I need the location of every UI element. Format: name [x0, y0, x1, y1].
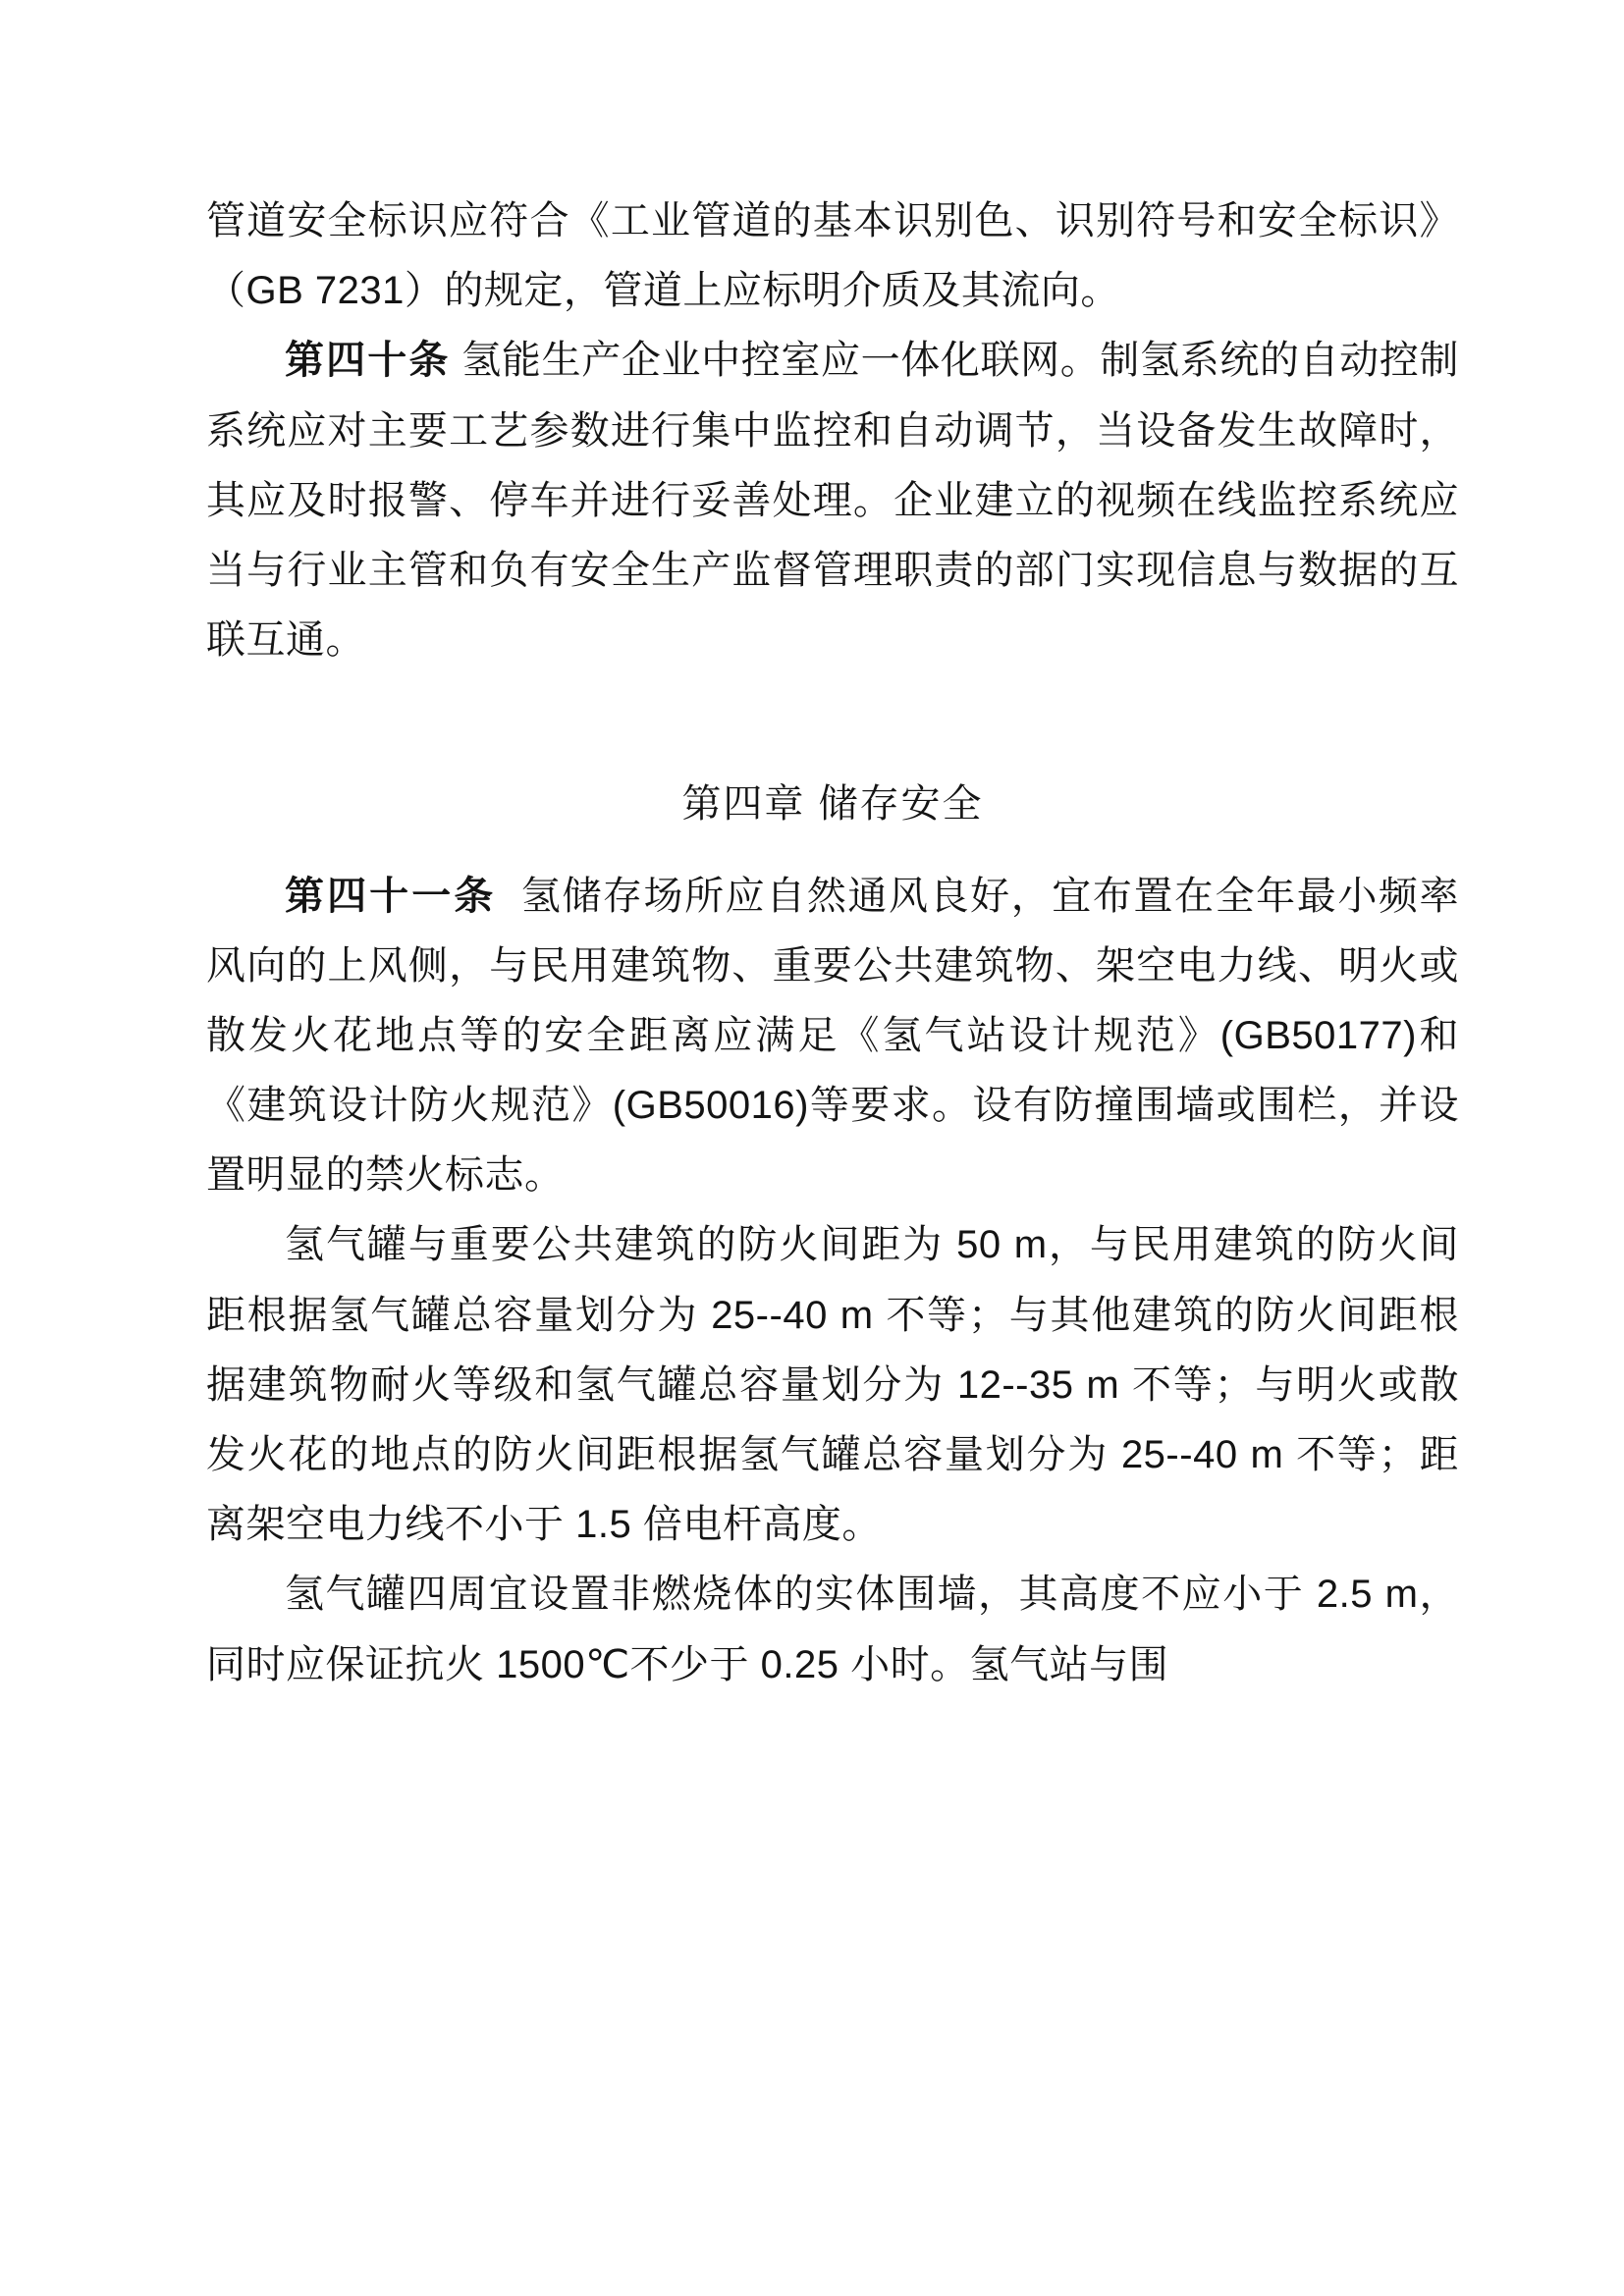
- article-spacer-41: [496, 875, 520, 918]
- chapter-heading: 第四章 储存安全: [681, 782, 984, 827]
- paragraph-article-40: [206, 326, 1459, 675]
- article-label-41: 第四十一条: [285, 874, 497, 918]
- article-label-40: 第四十条: [285, 339, 451, 383]
- paragraph-fire-distance: [206, 1210, 1459, 1560]
- paragraph-text: 氢能生产企业中控室应一体化联网。制氢系统的自动控制系统应对主要工艺参数进行集中监控和自动调节，当设备发生故障时，其应及时报警、停车并进行妥善处理。企业建立的视频在线监控系统应当与行业主管和负有安全生产监督管理职责的部门实现信息与数据的互联互通。: [206, 339, 1460, 663]
- section-spacer: [206, 675, 1459, 719]
- paragraph-pipeline-marking: [206, 187, 1459, 326]
- paragraph-article-41: [206, 862, 1459, 1211]
- paragraph-text: 氢储存场所应自然通风良好，宜布置在全年最小频率风向的上风侧，与民用建筑物、重要公共建筑物、架空电力线、明火或散发火花地点等的安全距离应满足《氢气站设计规范》(GB50177)和《建筑设计防火规范》(GB50016)等要求。设有防撞围墙或围栏，并设置明显的禁火标志。: [206, 874, 1459, 1198]
- paragraph-text: 氢气罐四周宜设置非燃烧体的实体围墙，其高度不应小于 2.5 m，同时应保证抗火 1500℃不少于 0.25 小时。氢气站与围: [206, 1573, 1459, 1686]
- paragraph-text: 管道安全标识应符合《工业管道的基本识别色、识别符号和安全标识》（GB 7231）的规定，管道上应标明介质及其流向。: [206, 199, 1459, 313]
- document-body: [206, 187, 1459, 1700]
- article-spacer-40: [451, 339, 462, 382]
- paragraph-text: 氢气罐与重要公共建筑的防火间距为 50 m，与民用建筑的防火间距根据氢气罐总容量划分为 25--40 m 不等；与其他建筑的防火间距根据建筑物耐火等级和氢气罐总容量划分为 12--35 m 不等；与明火或散发火花的地点的防火间距根据氢气罐总容量划分为 25--40 m 不等；距离架空电力线不小于 1.5 倍电杆高度。: [206, 1223, 1459, 1547]
- paragraph-wall-requirement: [206, 1560, 1459, 1699]
